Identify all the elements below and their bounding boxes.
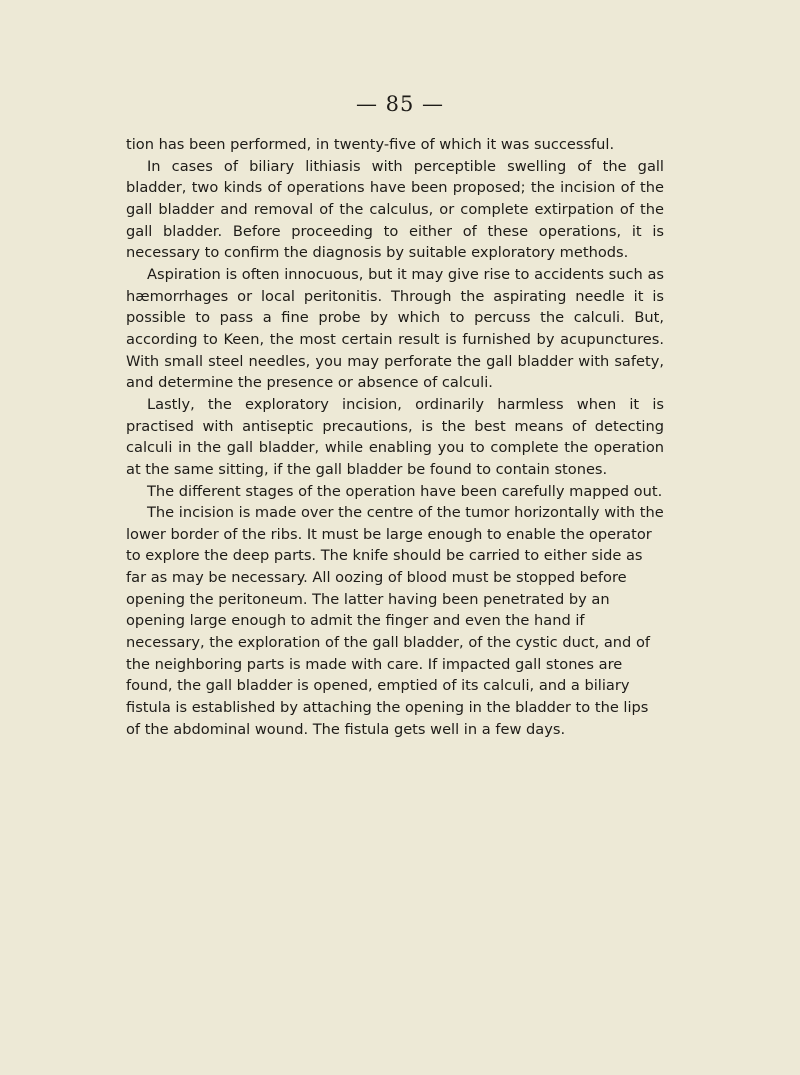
paragraph-exploratory-incision: Lastly, the exploratory incision, ordinarily harmless when it is practised with antiseptic precautions, is the best means of detecting calculi in the gall bladder, while enabling you to complete the operation at the same sitting, if the gall bladder be found to contain stones. <box>126 395 664 478</box>
paragraph-aspiration: Aspiration is often innocuous, but it may give rise to accidents such as hæmorrhages or local peritonitis. Through the aspirating needle it is possible to pass a fine probe by which to percuss the calculi. But, according to Keen, the most certain result is furnished by acupunctures. With small steel needles, you may perforate the gall bladder with safety, and determine the presence or absence of calculi. <box>126 265 664 392</box>
page-number: — 85 — <box>355 92 445 116</box>
paragraph-continuation: tion has been performed, in twenty-five of which it was successful. <box>126 136 615 153</box>
paragraph-biliary-lithiasis: In cases of biliary lithiasis with perceptible swelling of the gall bladder, two kinds of operations have been proposed; the incision of the gall bladder and removal of the calculus, or complete extirpation of the gall bladder. Before proceeding to either of these operations, it is necessary to confirm the diagnosis by suitable exploratory methods. <box>126 157 664 262</box>
paragraph-incision-procedure: The incision is made over the centre of the tumor horizontally with the lower border of the ribs. It must be large enough to enable the operator to explore the deep parts. The knife should be carried to either side as far as may be necessary. All oozing of blood must be stopped before opening the peritoneum. The latter having been penetrated by an opening large enough to admit the finger and even the hand if necessary, the exploration of the gall bladder, of the cystic duct, and of the neighboring parts is made with care. If impacted gall stones are found, the gall bladder is opened, emptied of its calculi, and a biliary fistula is established by attaching the opening in the bladder to the lips of the abdominal wound. The fistula gets well in a few days. <box>126 504 664 738</box>
body-text <box>126 134 664 740</box>
paragraph-operation-stages: The different stages of the operation have been carefully mapped out. <box>147 482 663 500</box>
